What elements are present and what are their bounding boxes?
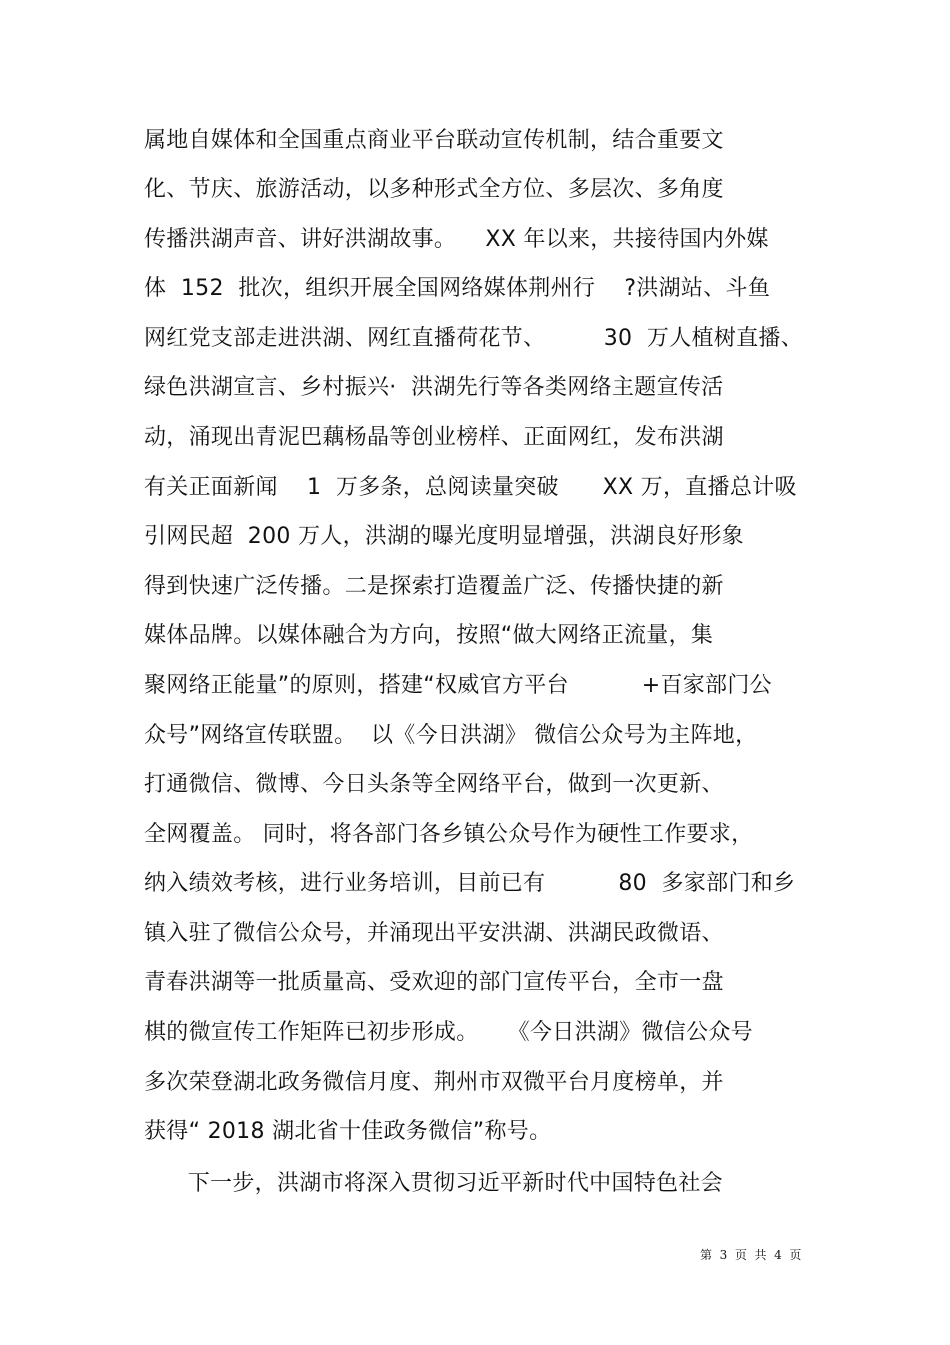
body-text-line: 化、节庆、旅游活动，以多种形式全方位、多层次、多角度 — [144, 177, 724, 202]
body-text-line: 下一步，洪湖市将深入贯彻习近平新时代中国特色社会 — [144, 1171, 723, 1196]
body-text-line: 有关正面新闻 1 万多条，总阅读量突破 XX 万，直播总计吸 — [144, 475, 797, 500]
body-text-line: 众号”网络宣传联盟。 以《今日洪湖》 微信公众号为主阵地， — [144, 723, 758, 748]
body-text-line: 全网覆盖。 同时，将各部门各乡镇公众号作为硬性工作要求， — [144, 822, 754, 847]
body-text-line: 纳入绩效考核，进行业务培训，目前已有 80 多家部门和乡 — [144, 871, 796, 896]
body-text-line: 青春洪湖等一批质量高、受欢迎的部门宣传平台，全市一盘 — [144, 970, 724, 995]
body-text-line: 引网民超 200 万人，洪湖的曝光度明显增强，洪湖良好形象 — [144, 524, 744, 549]
page-number-footer: 第 3 页 共 4 页 — [700, 1248, 802, 1262]
body-text-line: 网红党支部走进洪湖、网红直播荷花节、 30 万人植树直播、 — [144, 326, 804, 351]
body-text-line: 聚网络正能量”的原则，搭建“权威官方平台 +百家部门公 — [144, 673, 772, 698]
body-text-line: 镇入驻了微信公众号，并涌现出平安洪湖、洪湖民政微语、 — [144, 921, 724, 946]
body-text-line: 绿色洪湖宣言、乡村振兴· 洪湖先行等各类网络主题宣传活 — [144, 375, 724, 400]
body-text-line: 获得“ 2018 湖北省十佳政务微信”称号。 — [144, 1119, 552, 1144]
body-text-line: 多次荣登湖北政务微信月度、荆州市双微平台月度榜单，并 — [144, 1070, 724, 1095]
body-text-line: 体 152 批次，组织开展全国网络媒体荆州行 ?洪湖站、斗鱼 — [144, 276, 771, 301]
body-text-line: 动，涌现出青泥巴藕杨晶等创业榜样、正面网红，发布洪湖 — [144, 425, 724, 450]
body-text-line: 打通微信、微博、今日头条等全网络平台，做到一次更新、 — [144, 772, 724, 797]
body-text-line: 得到快速广泛传播。二是探索打造覆盖广泛、传播快捷的新 — [144, 574, 724, 599]
body-text-line: 属地自媒体和全国重点商业平台联动宣传机制，结合重要文 — [144, 128, 724, 153]
body-text-line: 媒体品牌。以媒体融合为方向，按照“做大网络正流量，集 — [144, 623, 714, 648]
body-text-line: 棋的微宣传工作矩阵已初步形成。 《今日洪湖》微信公众号 — [144, 1020, 753, 1045]
body-text-line: 传播洪湖声音、讲好洪湖故事。 XX 年以来，共接待国内外媒 — [144, 227, 769, 252]
